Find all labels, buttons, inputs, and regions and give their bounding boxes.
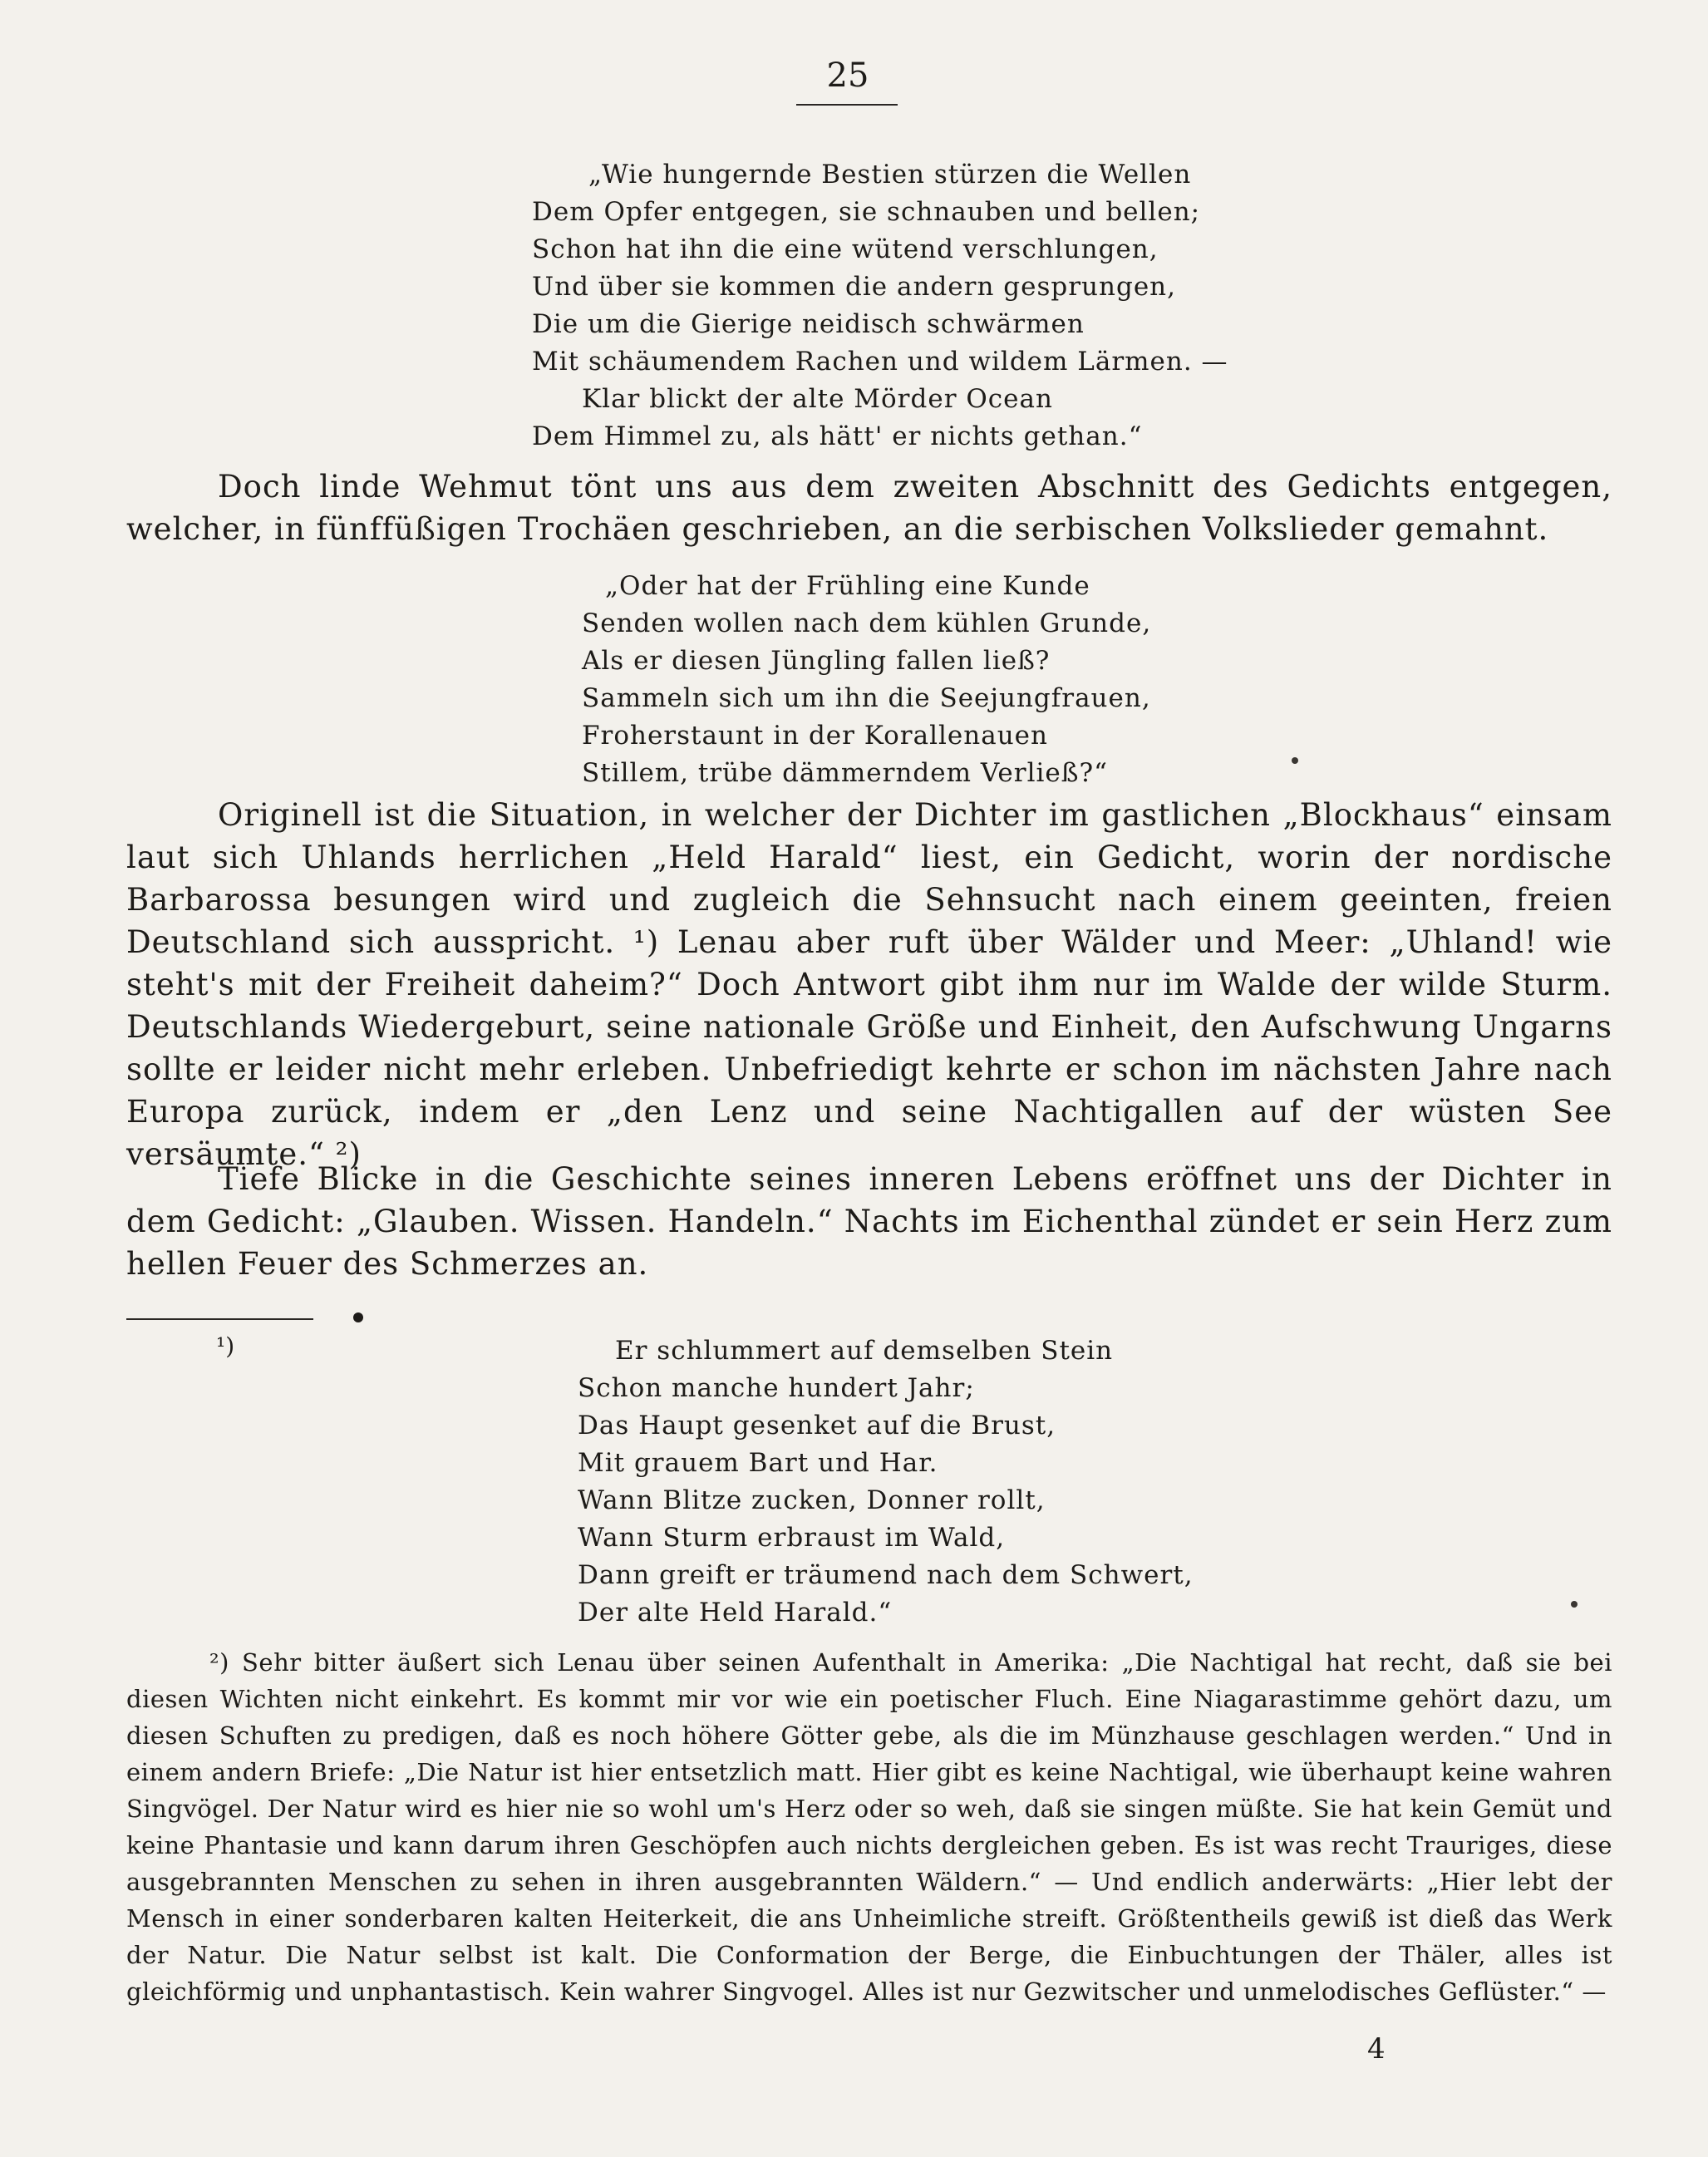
ink-speck <box>353 1312 363 1322</box>
verse-line: Sammeln sich um ihn die Seejungfrauen, <box>582 683 1151 713</box>
verse-line: Wann Sturm erbraust im Wald, <box>578 1523 1006 1553</box>
footnote-2 <box>126 1644 1612 2010</box>
paragraph-2-text: Originell ist die Situation, in welcher der Dichter im gastlichen „Blockhaus“ einsam laut sich Uhlands herrlichen „Held Harald“ liest, ein Gedicht, worin der nordische Barbarossa besungen wird und zugleich die Sehnsucht nach einem geeinten, freien Deutschland sich ausspricht. ¹) Lenau aber ruft über Wälder und Meer: „Uhland! wie steht's mit der Freiheit daheim?“ Doch Antwort gibt ihm nur im Walde der wilde Sturm. Deutschlands Wiedergeburt, seine nationale Größe und Einheit, den Aufschwung Ungarns sollte er leider nicht mehr erleben. Unbefriedigt kehrte er schon im nächsten Jahre nach Europa zurück, indem er „den Lenz und seine Nachtigallen auf der wüsten See versäumte.“ ²) <box>126 797 1612 1172</box>
verse-line: Der alte Held Harald.“ <box>578 1598 893 1628</box>
verse-line: Und über sie kommen die andern gesprungen, <box>532 272 1176 302</box>
verse-line: Froherstaunt in der Korallenauen <box>582 721 1048 751</box>
paragraph-1 <box>126 465 1612 550</box>
verse-line: Stillem, trübe dämmerndem Verließ?“ <box>582 758 1108 788</box>
verse-block-2 <box>582 568 1151 792</box>
paragraph-3-text: Tiefe Blicke in die Geschichte seines inneren Lebens eröffnet uns der Dichter in dem Gedicht: „Glauben. Wissen. Handeln.“ Nachts im Eichenthal zündet er sein Herz zum hellen Feuer des Schmerzes an. <box>126 1161 1612 1282</box>
verse-block-1 <box>532 156 1228 456</box>
verse-line: „Oder hat der Frühling eine Kunde <box>605 571 1090 601</box>
ink-speck <box>1292 757 1298 764</box>
footnote-1-marker: ¹) <box>216 1332 235 1360</box>
verse-line: Mit grauem Bart und Har. <box>578 1448 938 1478</box>
verse-line: Dem Opfer entgegen, sie schnauben und bellen; <box>532 197 1201 227</box>
paragraph-2 <box>126 794 1612 1175</box>
verse-line: Schon hat ihn die eine wütend verschlungen, <box>532 234 1159 264</box>
footnote-1-verse <box>578 1332 1194 1632</box>
verse-line: Die um die Gierige neidisch schwärmen <box>532 309 1085 339</box>
verse-line: Wann Blitze zucken, Donner rollt, <box>578 1485 1046 1515</box>
paragraph-1-text: Doch linde Wehmut tönt uns aus dem zweiten Abschnitt des Gedichts entgegen, welcher, in fünffüßigen Trochäen geschrieben, an die serbischen Volkslieder gemahnt. <box>126 469 1612 547</box>
verse-line: Dann greift er träumend nach dem Schwert, <box>578 1560 1194 1590</box>
signature-mark: 4 <box>1367 2032 1386 2066</box>
footnote-separator <box>126 1318 313 1320</box>
verse-line: Mit schäumendem Rachen und wildem Lärmen. — <box>532 347 1228 377</box>
verse-line: Senden wollen nach dem kühlen Grunde, <box>582 608 1152 638</box>
verse-line: „Wie hungernde Bestien stürzen die Wellen <box>588 160 1192 190</box>
verse-line: Als er diesen Jüngling fallen ließ? <box>582 646 1051 676</box>
ink-speck <box>1571 1601 1578 1608</box>
verse-line: Das Haupt gesenket auf die Brust, <box>578 1411 1056 1440</box>
verse-line: Dem Himmel zu, als hätt' er nichts gethan.“ <box>532 421 1143 451</box>
page-number-underline <box>796 104 898 106</box>
verse-line: Klar blickt der alte Mörder Ocean <box>582 384 1053 414</box>
verse-line: Schon manche hundert Jahr; <box>578 1373 975 1403</box>
page-number: 25 <box>826 57 869 95</box>
footnote-2-text: ²) Sehr bitter äußert sich Lenau über seinen Aufenthalt in Amerika: „Die Nachtigal hat recht, daß sie bei diesen Wichten nicht einkehrt. Es kommt mir vor wie ein poetischer Fluch. Eine Niagarastimme gehört dazu, um diesen Schuften zu predigen, daß es noch höhere Götter gebe, als die im Münzhause geschlagen werden.“ Und in einem andern Briefe: „Die Natur ist hier entsetzlich matt. Hier gibt es keine Nachtigal, wie überhaupt keine wahren Singvögel. Der Natur wird es hier nie so wohl um's Herz oder so weh, daß sie singen müßte. Sie hat kein Gemüt und keine Phantasie und kann darum ihren Geschöpfen auch nichts dergleichen geben. Es ist was recht Trauriges, diese ausgebrannten Menschen zu sehen in ihren ausgebrannten Wäldern.“ — Und endlich anderwärts: „Hier lebt der Mensch in einer sonderbaren kalten Heiterkeit, die ans Unheimliche streift. Größtentheils gewiß ist dieß das Werk der Natur. Die Natur selbst ist kalt. Die Conformation der Berge, die Einbuchtungen der Thäler, alles ist gleichförmig und unphantastisch. Kein wahrer Singvogel. Alles ist nur Gezwitscher und unmelodisches Geflüster.“ — <box>126 1648 1612 2006</box>
paragraph-3 <box>126 1158 1612 1285</box>
verse-line: Er schlummert auf demselben Stein <box>615 1336 1114 1366</box>
